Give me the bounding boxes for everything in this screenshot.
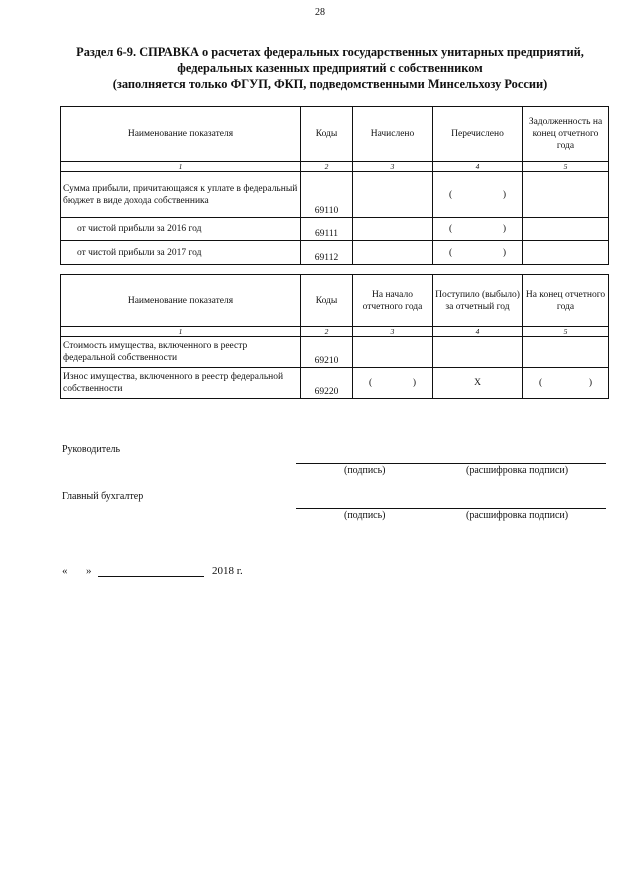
header-row — [61, 275, 609, 327]
accrued-cell[interactable] — [353, 218, 433, 241]
paren-open: ( — [449, 189, 453, 200]
signature-caption: (подпись) — [344, 465, 386, 476]
col-number: 3 — [353, 162, 433, 172]
date-open-quote: « — [62, 565, 68, 577]
title-line-1: Раздел 6-9. СПРАВКА о расчетах федеральных государственных унитарных предприятий, — [76, 45, 584, 59]
start-value-cell[interactable] — [353, 368, 433, 399]
code-cell: 69210 — [301, 337, 353, 368]
col-number: 4 — [433, 327, 523, 337]
decoding-caption: (расшифровка подписи) — [466, 510, 569, 521]
debt-cell[interactable] — [523, 241, 609, 265]
paren-close: ) — [502, 189, 506, 200]
table-row — [61, 218, 609, 241]
col-number: 3 — [353, 327, 433, 337]
code-cell: 69220 — [301, 368, 353, 399]
paren-open: ( — [449, 247, 453, 258]
paren-open: ( — [369, 378, 373, 388]
transferred-cell[interactable] — [433, 172, 523, 218]
header-end-year: На конец отчетного года — [523, 275, 609, 327]
header-codes: Коды — [301, 275, 353, 327]
col-number: 2 — [301, 327, 353, 337]
transferred-cell[interactable] — [433, 241, 523, 265]
paren-open: ( — [539, 378, 543, 388]
end-value-cell[interactable] — [523, 337, 609, 368]
col-number: 5 — [523, 162, 609, 172]
header-start-year: На начало отчетного года — [353, 275, 433, 327]
header-transferred: Перечислено — [433, 107, 523, 162]
col-number: 2 — [301, 162, 353, 172]
indicator-name: Сумма прибыли, причитающаяся к уплате в федеральный бюджет в виде дохода собственника — [61, 172, 301, 218]
signature-caption: (подпись) — [344, 510, 386, 521]
header-indicator: Наименование показателя — [61, 275, 301, 327]
accountant-signature-line[interactable] — [296, 508, 606, 509]
page-number: 28 — [315, 7, 325, 18]
code-cell: 69110 — [301, 172, 353, 218]
header-debt-end: Задолженность на конец отчетного года — [523, 107, 609, 162]
col-number: 1 — [61, 327, 301, 337]
change-value-cell: X — [433, 368, 523, 399]
col-number: 4 — [433, 162, 523, 172]
title-line-2: федеральных казенных предприятий с собственником — [177, 61, 483, 75]
title-line-3: (заполняется только ФГУП, ФКП, подведомственными Минсельхозу России) — [112, 77, 548, 91]
debt-cell[interactable] — [523, 218, 609, 241]
date-line[interactable] — [98, 576, 204, 577]
accrued-cell[interactable] — [353, 172, 433, 218]
col-number: 1 — [61, 162, 301, 172]
paren-close: ) — [412, 378, 416, 388]
header-row — [61, 107, 609, 162]
paren-close: ) — [502, 224, 506, 234]
table-row — [61, 368, 609, 399]
date-year: 2018 г. — [212, 565, 243, 577]
decoding-caption: (расшифровка подписи) — [466, 465, 569, 476]
transferred-cell[interactable] — [433, 218, 523, 241]
table-row — [61, 241, 609, 265]
paren-close: ) — [588, 378, 592, 388]
header-accrued: Начислено — [353, 107, 433, 162]
indicator-name: Износ имущества, включенного в реестр федеральной собственности — [61, 368, 301, 399]
code-cell: 69112 — [301, 241, 353, 265]
head-label: Руководитель — [62, 444, 121, 455]
settlements-table — [60, 106, 609, 265]
debt-cell[interactable] — [523, 172, 609, 218]
header-change-year: Поступило (выбыло) за отчетный год — [433, 275, 523, 327]
table-row — [61, 172, 609, 218]
paren-close: ) — [502, 247, 506, 258]
accountant-label: Главный бухгалтер — [62, 491, 144, 502]
header-indicator: Наименование показателя — [61, 107, 301, 162]
indicator-name: от чистой прибыли за 2017 год — [61, 241, 301, 265]
col-number: 5 — [523, 327, 609, 337]
table-row — [61, 337, 609, 368]
header-codes: Коды — [301, 107, 353, 162]
head-signature-line[interactable] — [296, 463, 606, 464]
code-cell: 69111 — [301, 218, 353, 241]
column-numbers-row — [61, 162, 609, 172]
date-close-quote: » — [86, 565, 92, 577]
change-value-cell[interactable] — [433, 337, 523, 368]
end-value-cell[interactable] — [523, 368, 609, 399]
indicator-name: Стоимость имущества, включенного в реестр федеральной собственности — [61, 337, 301, 368]
start-value-cell[interactable] — [353, 337, 433, 368]
section-title — [40, 44, 620, 92]
indicator-name: от чистой прибыли за 2016 год — [61, 218, 301, 241]
property-table — [60, 274, 609, 399]
accrued-cell[interactable] — [353, 241, 433, 265]
paren-open: ( — [449, 224, 453, 234]
column-numbers-row — [61, 327, 609, 337]
